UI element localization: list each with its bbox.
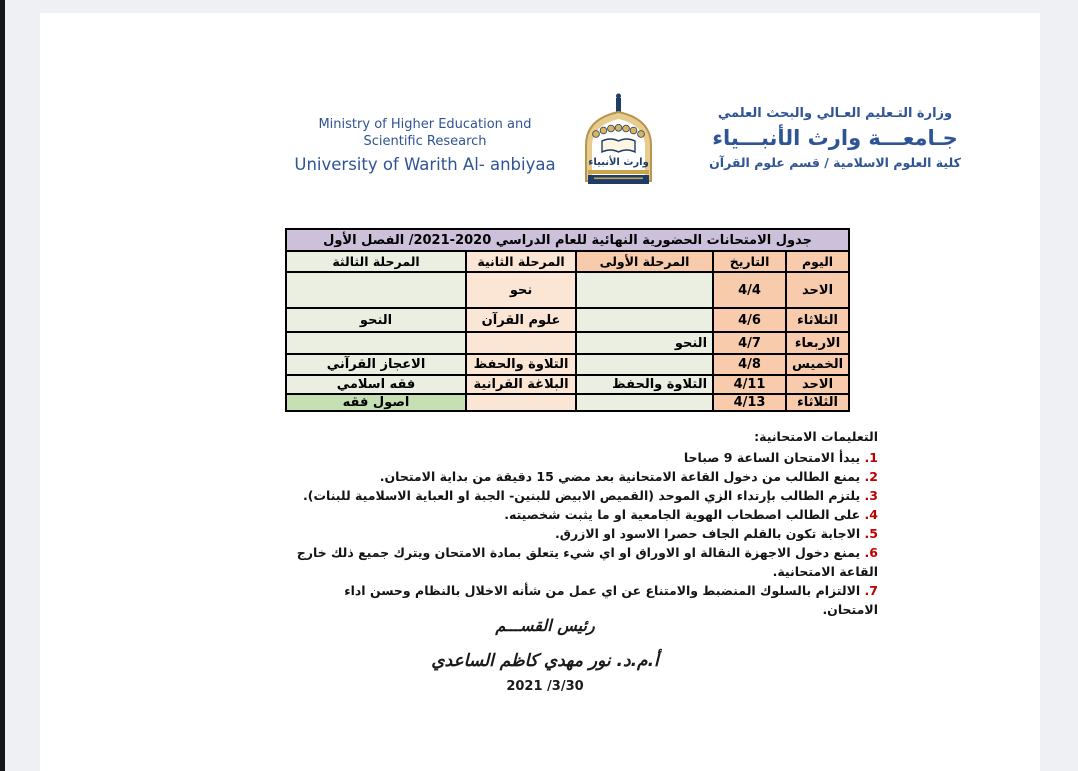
- exam-schedule-table: [285, 228, 850, 412]
- instruction-text: الالتزام بالسلوك المنضبط والامتناع عن اي عمل من شأنه الاخلال بالنظام وحسن اداء الامتحان.: [344, 583, 878, 617]
- instruction-item: [285, 581, 878, 619]
- document-page: [40, 13, 1040, 771]
- column-header-day: اليوم: [786, 251, 849, 272]
- instruction-item: [285, 448, 878, 467]
- university-name-en: University of Warith Al- anbiyaa: [294, 155, 556, 174]
- table-row: [286, 354, 849, 375]
- cell-stage1: التلاوة والحفظ: [576, 375, 713, 394]
- cell-date: 4/7: [713, 332, 786, 354]
- table-title-row: [286, 229, 849, 251]
- instruction-item: [285, 467, 878, 486]
- table-row: [286, 308, 849, 332]
- college-department-ar: كلية العلوم الاسلامية / قسم علوم القرآن: [709, 155, 961, 170]
- instruction-number: 2.: [864, 469, 878, 484]
- signature-title: رئيس القســـم: [495, 616, 595, 635]
- cell-stage3: فقه اسلامي: [286, 375, 466, 394]
- cell-stage1: النحو: [576, 332, 713, 354]
- instruction-item: [285, 524, 878, 543]
- signature-name: أ.م.د. نور مهدي كاظم الساعدي: [431, 651, 659, 671]
- cell-date: 4/4: [713, 272, 786, 308]
- table-header-row: [286, 251, 849, 272]
- cell-stage1: [576, 308, 713, 332]
- cell-day: الاربعاء: [786, 332, 849, 354]
- signature-date: 2021 /3/30: [506, 679, 584, 694]
- cell-stage3: النحو: [286, 308, 466, 332]
- instruction-item: [285, 505, 878, 524]
- ministry-name-en-line2: Scientific Research: [363, 134, 487, 149]
- cell-date: 4/13: [713, 394, 786, 411]
- cell-stage2: التلاوة والحفظ: [466, 354, 576, 375]
- exam-instructions: [285, 427, 878, 619]
- ministry-name-ar: وزارة التـعليم العـالي والبحث العلمي: [717, 106, 953, 121]
- cell-day: الثلاثاء: [786, 308, 849, 332]
- cell-stage1: [576, 394, 713, 411]
- instruction-number: 6.: [864, 545, 878, 560]
- cell-day: الاحد: [786, 272, 849, 308]
- signature-block: [395, 616, 695, 694]
- cell-stage1: [576, 354, 713, 375]
- logo-calligraphy-text: وارث الأنبياء: [588, 157, 649, 168]
- instruction-text: يبدأ الامتحان الساعة 9 صباحا: [683, 450, 861, 465]
- cell-date: 4/6: [713, 308, 786, 332]
- instruction-text: يمنع دخول الاجهزة النقالة او الاوراق او اي شيء يتعلق بمادة الامتحان ويترك جميع ذلك خارج القاعة الامتحانية.: [296, 545, 878, 579]
- table-row: [286, 375, 849, 394]
- instruction-text: يمنع الطالب من دخول القاعة الامتحانية بعد مضي 15 دقيقة من بداية الامتحان.: [379, 469, 861, 484]
- cell-stage3: [286, 272, 466, 308]
- column-header-date: التاريخ: [713, 251, 786, 272]
- cell-stage2: [466, 332, 576, 354]
- instruction-number: 1.: [864, 450, 878, 465]
- header-english: [275, 116, 575, 175]
- cell-stage2: [466, 394, 576, 411]
- cell-stage2: البلاغة القرانية: [466, 375, 576, 394]
- cell-stage1: [576, 272, 713, 308]
- cell-stage2: نحو: [466, 272, 576, 308]
- table-title: جدول الامتحانات الحضورية النهائية للعام الدراسي 2020-2021/ الفصل الأول: [286, 229, 849, 251]
- instruction-number: 5.: [864, 526, 878, 541]
- instruction-item: [285, 486, 878, 505]
- cell-date: 4/11: [713, 375, 786, 394]
- table-row: [286, 272, 849, 308]
- table-row: [286, 394, 849, 411]
- university-logo-icon: [573, 91, 665, 195]
- instruction-text: يلتزم الطالب بإرتداء الزي الموحد (القميص الابيض للبنين- الجبة او العباية الاسلامية للبنات).: [302, 488, 861, 503]
- cell-stage3: [286, 332, 466, 354]
- cell-stage3: الاعجاز القرآني: [286, 354, 466, 375]
- instruction-number: 4.: [864, 507, 878, 522]
- ministry-name-en-line1: Ministry of Higher Education and: [318, 117, 532, 132]
- instruction-number: 3.: [864, 488, 878, 503]
- column-header-stage1: المرحلة الأولى: [576, 251, 713, 272]
- university-name-ar: جـامعـــة وارث الأنبـــياء: [712, 126, 958, 150]
- cell-stage3: اصول فقه: [286, 394, 466, 411]
- header-arabic: [668, 105, 1002, 171]
- cell-date: 4/8: [713, 354, 786, 375]
- instructions-heading: التعليمات الامتحانية:: [754, 429, 878, 444]
- table-row: [286, 332, 849, 354]
- instruction-text: على الطالب اصطحاب الهوية الجامعية او ما يثبت شخصيته.: [504, 507, 861, 522]
- scan-edge-strip: [0, 0, 5, 771]
- instruction-item: [285, 543, 878, 581]
- cell-day: الثلاثاء: [786, 394, 849, 411]
- column-header-stage2: المرحلة الثانية: [466, 251, 576, 272]
- cell-day: الخميس: [786, 354, 849, 375]
- column-header-stage3: المرحلة الثالثة: [286, 251, 466, 272]
- instruction-number: 7.: [864, 583, 878, 598]
- cell-stage2: علوم القرآن: [466, 308, 576, 332]
- instruction-text: الاجابة تكون بالقلم الجاف حصرا الاسود او الازرق.: [555, 526, 861, 541]
- cell-day: الاحد: [786, 375, 849, 394]
